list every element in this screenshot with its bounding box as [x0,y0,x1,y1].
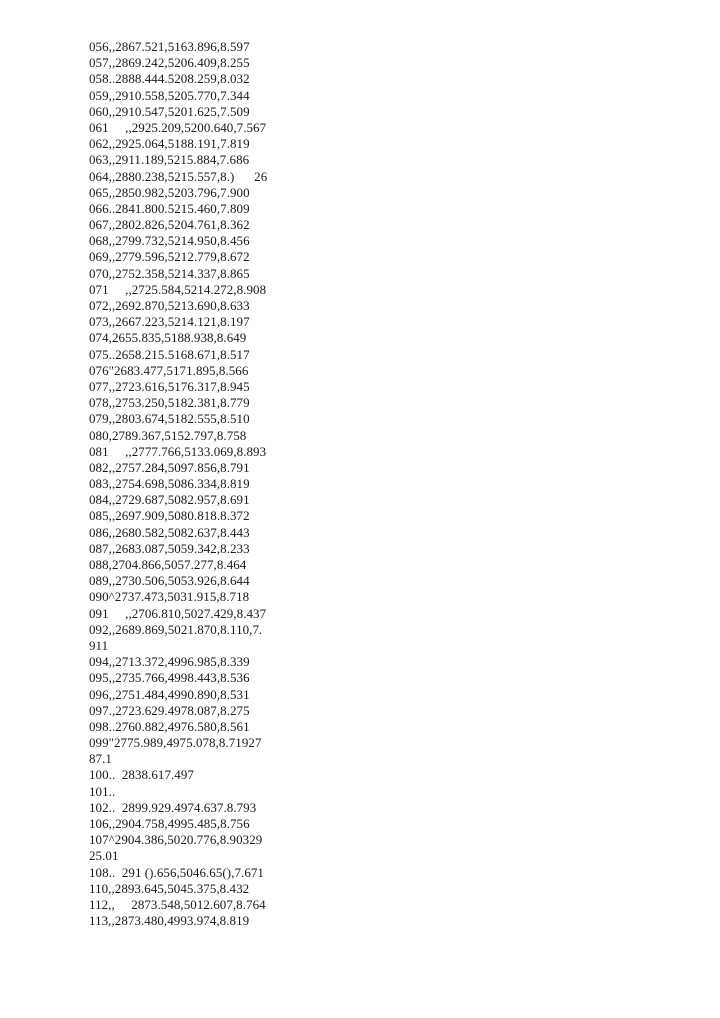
data-line: 062,,2925.064,5188.191,7.819 [89,136,250,152]
data-line: 059,,2910.558,5205.770,7.344 [89,87,250,103]
data-line: 094,,2713.372,4996.985,8.339 [89,654,250,670]
data-line: 066..2841.800.5215.460,7.809 [89,200,250,216]
data-line: 090^2737.473,5031.915,8.718 [89,589,250,605]
data-line: 110,,2893.645,5045.375,8.432 [89,880,250,896]
data-line: 101.. [89,783,116,799]
data-line: 107^2904.386,5020.776,8.90329 [89,832,263,848]
data-line: 082,,2757.284,5097.856,8.791 [89,459,250,475]
data-line: 113,,2873.480,4993.974,8.819 [89,913,250,929]
data-line: 078,,2753.250,5182.381,8.779 [89,395,250,411]
data-line: 069,,2779.596,5212.779,8.672 [89,249,250,265]
data-line: 108.. 291 ().656,5046.65(),7.671 [89,864,264,880]
data-line: 25.01 [89,848,119,864]
data-line: 100.. 2838.617.497 [89,767,194,783]
data-line: 87.1 [89,751,112,767]
data-line: 057,,2869.242,5206.409,8.255 [89,55,250,71]
data-line: 076"2683.477,5171.895,8.566 [89,362,249,378]
data-line: 064,,2880.238,5215.557,8.) 26 [89,168,268,184]
data-line: 080,2789.367,5152.797,8.758 [89,427,247,443]
data-line: 106,,2904.758,4995.485,8.756 [89,816,250,831]
data-line: 911 [89,637,109,653]
data-line: 087,,2683.087,5059.342,8.233 [89,540,250,556]
data-line: 112,, 2873.548,5012.607,8.764 [89,896,266,912]
data-line: 073,,2667.223,5214.121,8.197 [89,314,250,330]
data-line: 096,,2751.484,4990.890,8.531 [89,686,250,702]
data-line: 058..2888.444.5208.259,8.032 [89,71,250,87]
data-line: 065,,2850.982,5203.796,7.900 [89,184,250,200]
data-line: 091 ,,2706.810,5027.429,8.437 [89,605,267,621]
data-line: 070,,2752.358,5214.337,8.865 [89,265,250,281]
data-line: 061 ,,2925.209,5200.640,7.567 [89,119,267,135]
data-line: 083,,2754.698,5086.334,8.819 [89,476,250,492]
data-line: 081 ,,2777.766,5133.069,8.893 [89,443,267,459]
data-line: 063,,2911.189,5215.884,7.686 [89,152,250,168]
data-line: 099"2775.989,4975.078,8.71927 [89,735,262,751]
data-line: 079,,2803.674,5182.555,8.510 [89,411,250,427]
data-line: 097.,2723.629.4978.087,8.275 [89,702,250,718]
data-line: 071 ,,2725.584,5214.272,8.908 [89,281,267,297]
data-line: 056,,2867.521,5163.896,8.597 [89,39,250,54]
data-line: 095,,2735.766,4998.443,8.536 [89,670,250,686]
survey-data-list [89,39,609,929]
data-line: 098..2760.882,4976.580,8.561 [89,718,250,734]
data-line: 067,,2802.826,5204.761,8.362 [89,217,250,233]
data-line: 077,,2723.616,5176.317,8.945 [89,378,250,394]
data-line: 102.. 2899.929.4974.637.8.793 [89,799,257,815]
data-line: 072,,2692.870,5213.690,8.633 [89,298,250,313]
data-line: 088,2704.866,5057.277,8.464 [89,557,247,572]
data-line: 068,,2799.732,5214.950,8.456 [89,233,250,249]
data-line: 086,,2680.582,5082.637,8.443 [89,524,250,540]
data-line: 075..2658.215.5168.671,8.517 [89,346,250,362]
data-line: 084,,2729.687,5082.957,8.691 [89,492,250,508]
data-line: 092,,2689.869,5021.870,8.110,7. [89,621,263,637]
data-line: 089,,2730.506,5053.926,8.644 [89,573,250,589]
data-line: 085,,2697.909,5080.818.8.372 [89,508,250,524]
data-line: 060,,2910.547,5201.625,7.509 [89,103,250,119]
data-line: 074,2655.835,5188.938,8.649 [89,330,247,346]
